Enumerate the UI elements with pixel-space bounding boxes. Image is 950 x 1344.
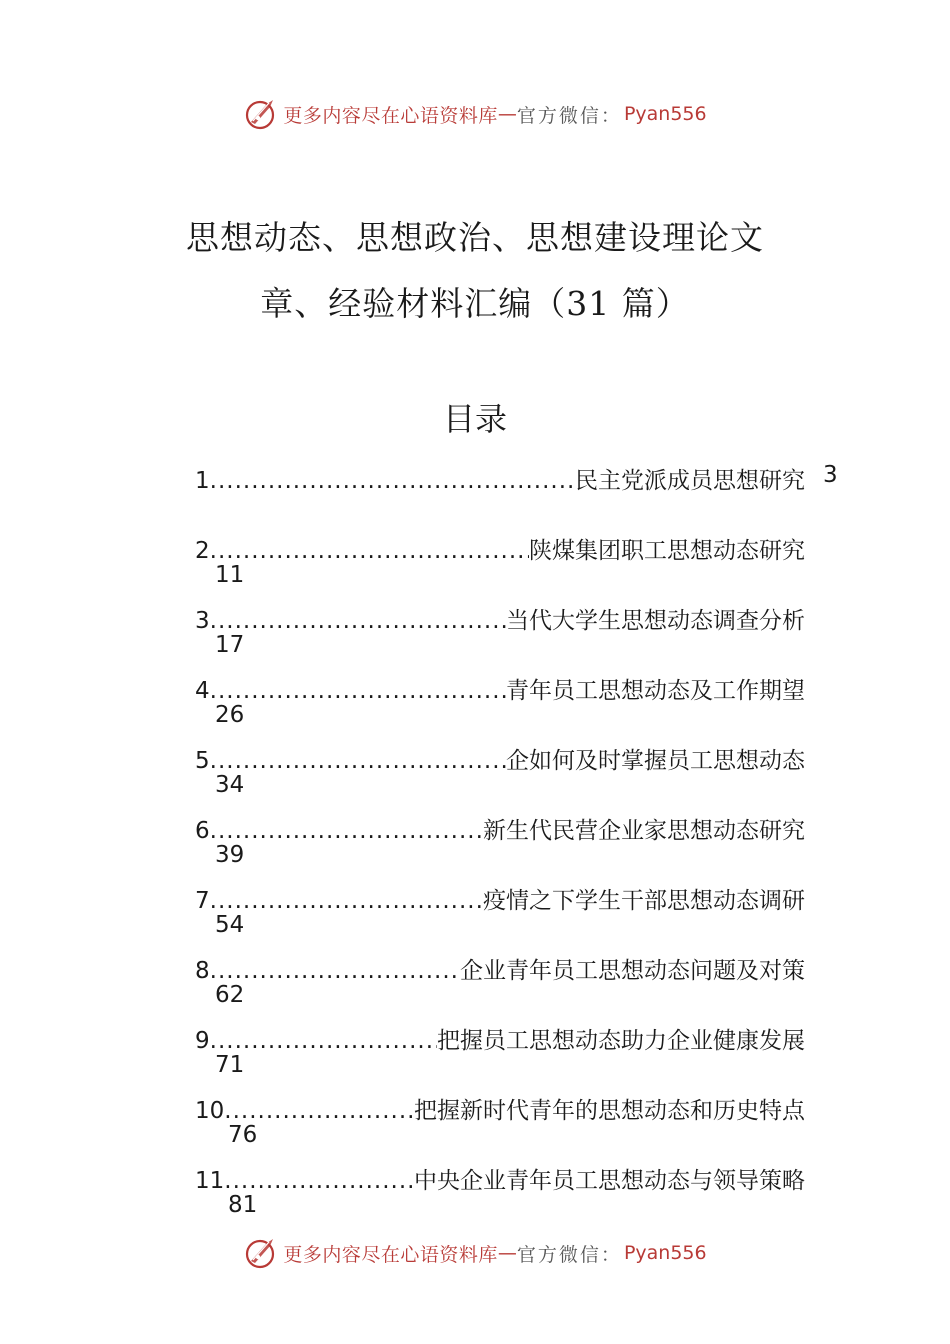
watermark-id: Pyan556 [623,103,707,125]
toc-entry-title: 青年员工思想动态及工作期望 [506,678,805,702]
toc-entry-title: 陕煤集团职工思想动态研究 [529,538,805,562]
toc-entry-number: 2 [195,538,210,562]
toc-leader-dots [224,1168,414,1192]
watermark-dash: — [497,1242,517,1264]
toc-entry-number: 11 [195,1168,225,1192]
toc-entry-page: 34 [215,772,245,798]
toc-entry-number: 9 [195,1028,210,1052]
toc-entry-number: 10 [195,1098,225,1122]
watermark-id: Pyan556 [623,1242,707,1264]
toc-entry[interactable] [195,952,855,1022]
toc-entry-page: 71 [215,1052,245,1078]
toc-entry-title: 中央企业青年员工思想动态与领导策略 [414,1168,805,1192]
quill-logo-icon [243,96,279,132]
document-title-line-1: 思想动态、思想政治、思想建设理论文 [186,218,764,257]
toc-leader-dots [210,538,529,562]
toc-entry-number: 5 [195,748,210,772]
toc-entry[interactable] [195,602,855,672]
toc-entry[interactable] [195,532,855,602]
toc-heading: 目录 [442,400,507,438]
toc-entry[interactable] [195,1022,855,1092]
toc-leader-dots [210,1028,437,1052]
table-of-contents [195,462,855,1232]
watermark-dash: — [497,103,517,125]
toc-entry[interactable] [195,742,855,812]
toc-leader-dots [210,818,483,842]
toc-entry-number: 4 [195,678,210,702]
toc-leader-dots [224,1098,414,1122]
toc-entry-page: 11 [215,562,245,588]
toc-entry-title: 企业青年员工思想动态问题及对策 [460,958,805,982]
quill-logo-icon [243,1235,279,1271]
toc-entry-page: 3 [823,462,838,488]
toc-entry[interactable] [195,672,855,742]
toc-entry[interactable] [195,812,855,882]
watermark-banner-top [0,94,950,134]
toc-entry-title: 企如何及时掌握员工思想动态 [506,748,805,772]
toc-entry-title: 民主党派成员思想研究 [575,468,805,492]
toc-entry[interactable] [195,882,855,952]
toc-entry-title: 把握新时代青年的思想动态和历史特点 [414,1098,805,1122]
toc-entry-page: 62 [215,982,245,1008]
toc-entry-number: 6 [195,818,210,842]
toc-entry-title: 把握员工思想动态助力企业健康发展 [437,1028,805,1052]
document-title-line-2: 章、经验材料汇编（31 篇） [260,284,690,323]
toc-entry-page: 76 [228,1122,258,1148]
watermark-text: 更多内容尽在心语资料库 [283,1243,498,1266]
toc-leader-dots [210,608,506,632]
toc-entry-page: 39 [215,842,245,868]
toc-entry[interactable] [195,1162,855,1232]
toc-entry-page: 26 [215,702,245,728]
watermark-text: 更多内容尽在心语资料库 [283,104,498,127]
toc-entry-title: 当代大学生思想动态调查分析 [506,608,805,632]
toc-entry-page: 17 [215,632,245,658]
toc-entry-page: 54 [215,912,245,938]
watermark-banner-bottom [0,1233,950,1273]
toc-entry-number: 3 [195,608,210,632]
toc-entry-number: 8 [195,958,210,982]
toc-entry-title: 疫情之下学生干部思想动态调研 [483,888,805,912]
toc-leader-dots [210,888,483,912]
toc-leader-dots [210,468,575,492]
toc-entry-page: 81 [228,1192,258,1218]
toc-leader-dots [210,748,506,772]
toc-leader-dots [210,678,506,702]
watermark-label: 官方微信： [516,104,622,127]
toc-entry-number: 1 [195,468,210,492]
toc-entry-title: 新生代民营企业家思想动态研究 [483,818,805,842]
toc-entry[interactable] [195,1092,855,1162]
toc-entry-number: 7 [195,888,210,912]
toc-leader-dots [210,958,460,982]
watermark-label: 官方微信： [516,1243,622,1266]
toc-entry[interactable] [195,462,855,532]
